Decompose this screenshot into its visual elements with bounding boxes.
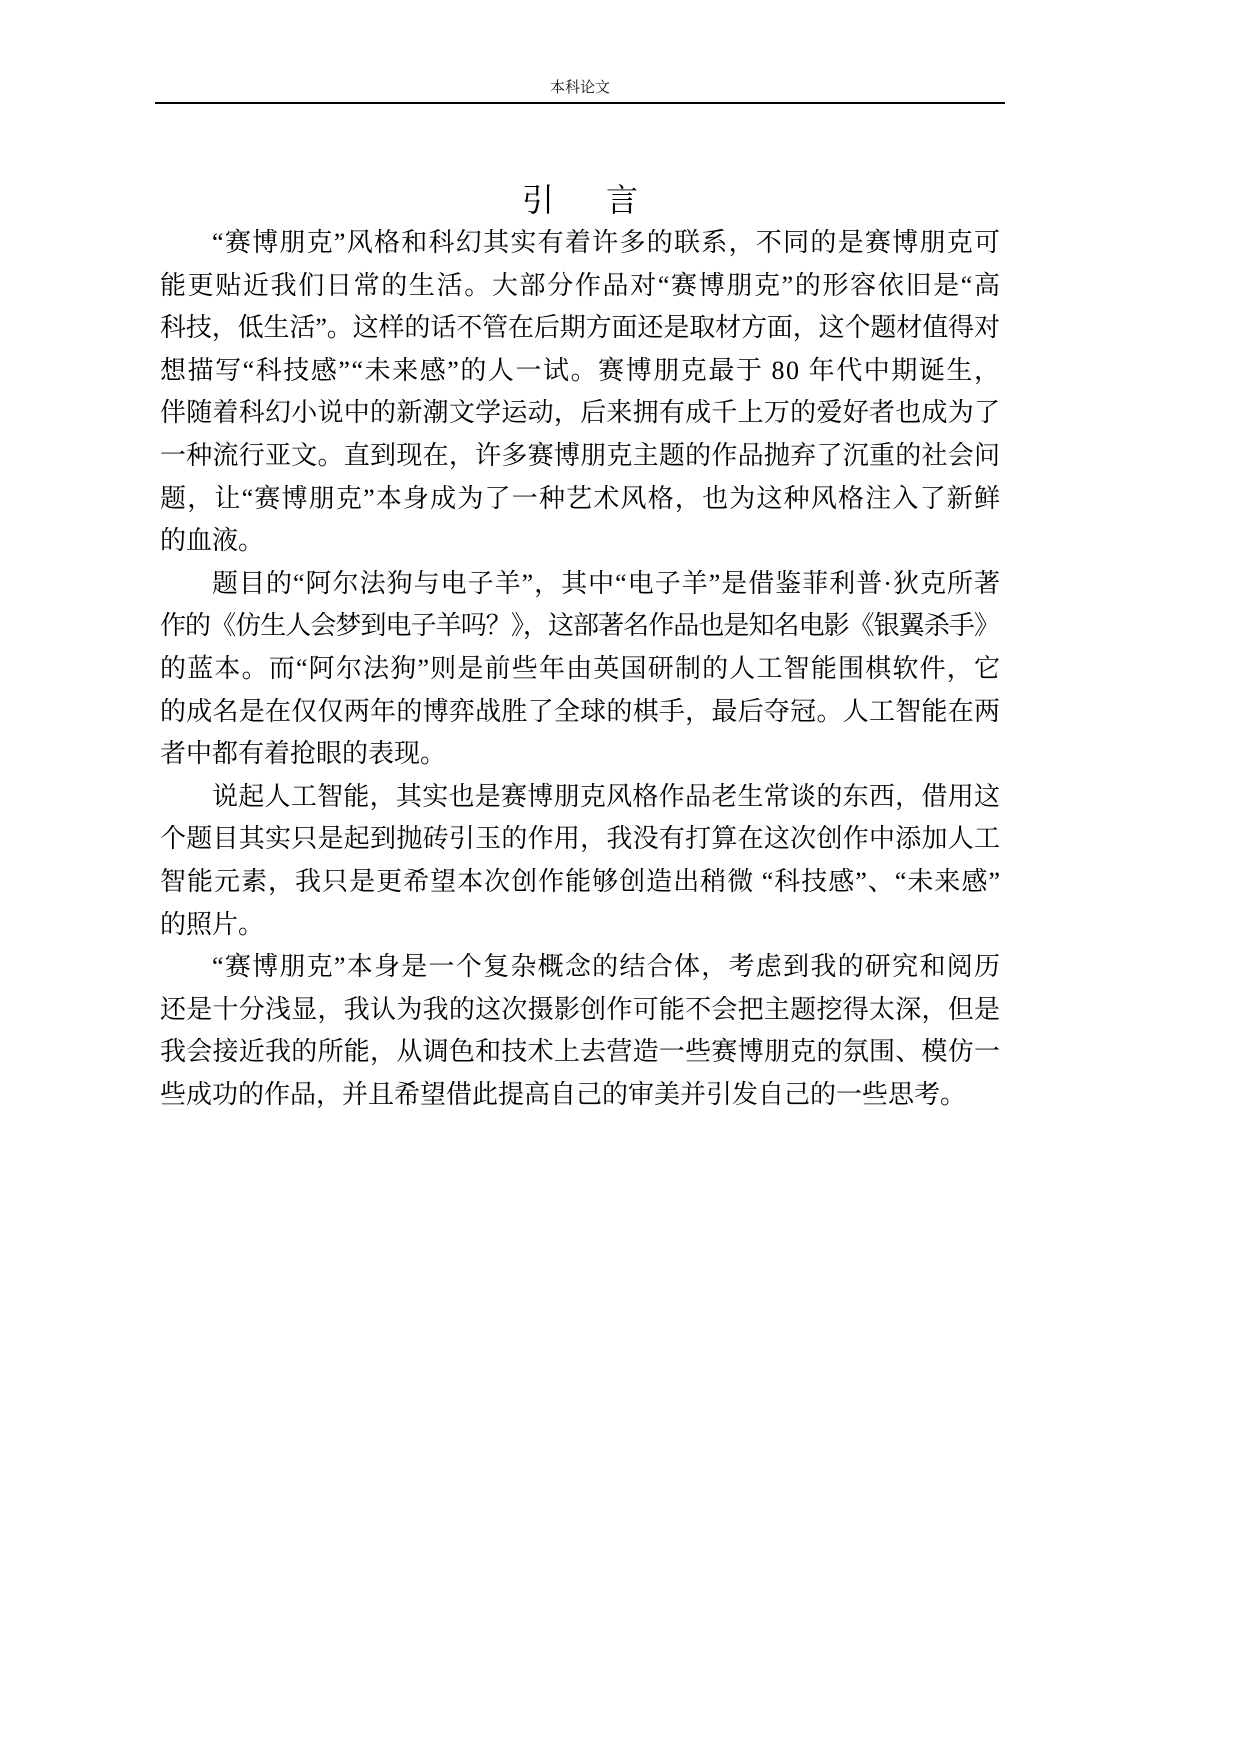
text-line: 题目的“阿尔法狗与电子羊”，其中“电子羊”是借鉴菲利普·狄克所著 xyxy=(212,568,1001,598)
text-line: 者中都有着抢眼的表现。 xyxy=(160,739,447,769)
paragraph xyxy=(160,563,1000,776)
text-line: 科技，低生活”。这样的话不管在后期方面还是取材方面，这个题材值得对 xyxy=(160,313,1000,343)
text-line: 题，让“赛博朋克”本身成为了一种艺术风格，也为这种风格注入了新鲜 xyxy=(160,483,1002,513)
text-line: “赛博朋克”本身是一个复杂概念的结合体，考虑到我的研究和阅历 xyxy=(212,952,1002,982)
body-text xyxy=(160,222,1000,1116)
text-line: 些成功的作品，并且希望借此提高自己的审美并引发自己的一些思考。 xyxy=(160,1079,967,1109)
text-line: “赛博朋克”风格和科幻其实有着许多的联系，不同的是赛博朋克可 xyxy=(212,228,1002,257)
paragraph xyxy=(160,222,1000,563)
text-line: 个题目其实只是起到抛砖引玉的作用，我没有打算在这次创作中添加人工 xyxy=(160,824,1001,854)
text-line: 我会接近我的所能，从调色和技术上去营造一些赛博朋克的氛围、模仿一 xyxy=(160,1037,1001,1067)
text-line: 智能元素，我只是更希望本次创作能够创造出稍微 “科技感”、“未来感” xyxy=(160,866,1001,896)
text-line: 一种流行亚文。直到现在，许多赛博朋克主题的作品抛弃了沉重的社会问 xyxy=(160,440,1001,470)
text-line: 的血液。 xyxy=(160,526,265,556)
text-line: 还是十分浅显，我认为我的这次摄影创作可能不会把主题挖得太深，但是 xyxy=(160,994,1001,1024)
text-line: 想描写“科技感”“未来感”的人一试。赛博朋克最于 80 年代中期诞生， xyxy=(160,355,1002,385)
section-title: 引 言 xyxy=(521,181,648,219)
text-line: 的照片。 xyxy=(160,909,265,939)
running-header: 本科论文 xyxy=(549,80,610,96)
text-line: 伴随着科幻小说中的新潮文学运动，后来拥有成千上万的爱好者也成为了 xyxy=(160,398,1001,428)
paragraph xyxy=(160,946,1000,1116)
header-rule xyxy=(155,102,1005,104)
text-line: 作的《仿生人会梦到电子羊吗？》，这部著名作品也是知名电影《银翼杀手》 xyxy=(160,611,1000,641)
text-line: 的蓝本。而“阿尔法狗”则是前些年由英国研制的人工智能围棋软件，它 xyxy=(160,653,1002,683)
text-line: 说起人工智能，其实也是赛博朋克风格作品老生常谈的东西，借用这 xyxy=(212,781,1001,811)
text-line: 的成名是在仅仅两年的博弈战胜了全球的棋手，最后夺冠。人工智能在两 xyxy=(160,696,1001,726)
paragraph xyxy=(160,776,1000,946)
text-line: 能更贴近我们日常的生活。大部分作品对“赛博朋克”的形容依旧是“高 xyxy=(160,270,1002,300)
